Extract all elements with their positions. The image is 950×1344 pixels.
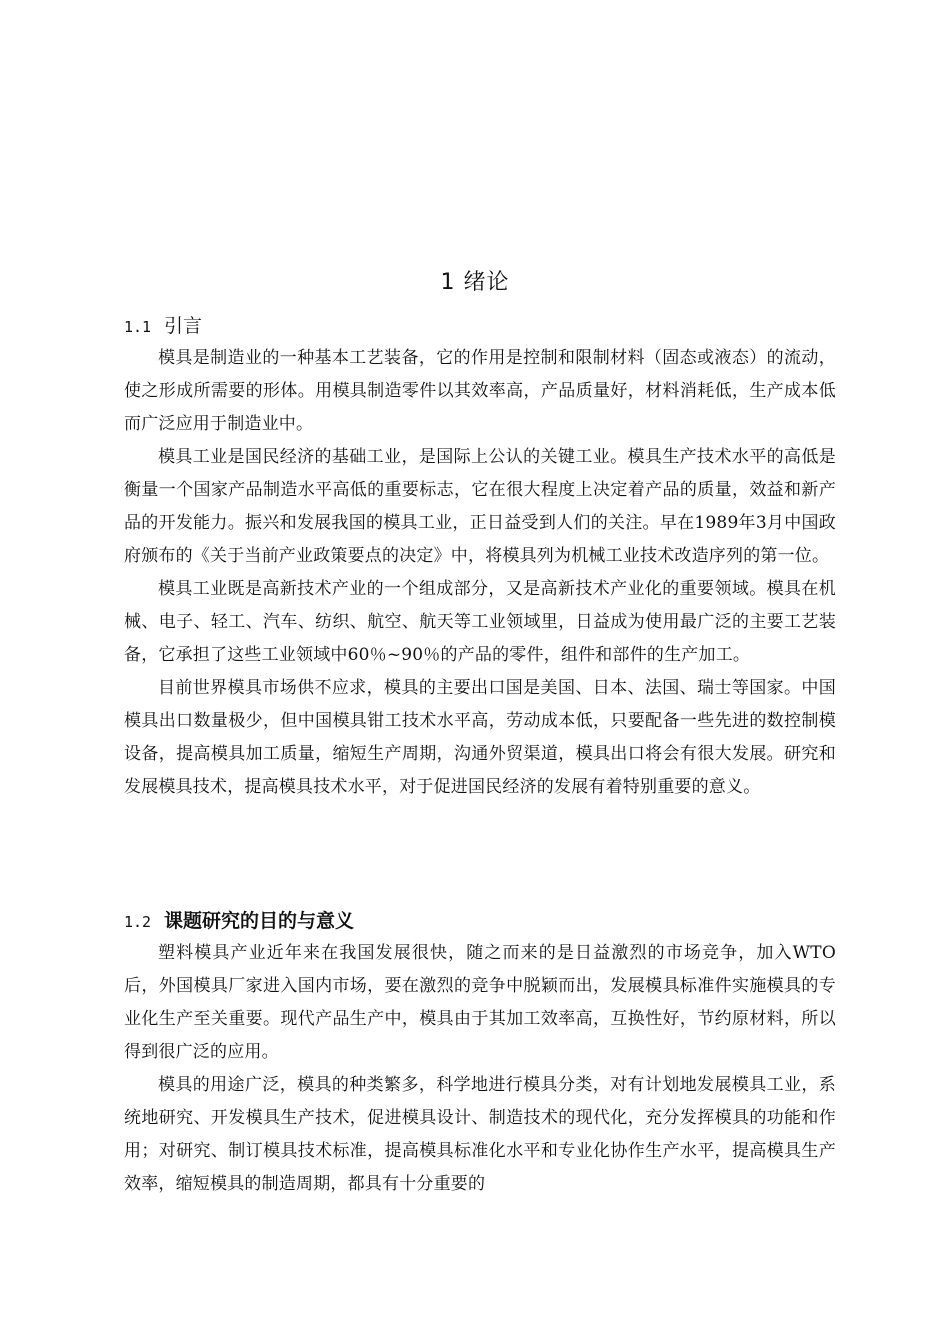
- paragraph: 目前世界模具市场供不应求，模具的主要出口国是美国、日本、法国、瑞士等国家。中国模具出口数量极少，但中国模具钳工技术水平高，劳动成本低，只要配备一些先进的数控制模设备，提高模具加工质量，缩短生产周期，沟通外贸渠道，模具出口将会有很大发展。研究和发展模具技术，提高模具技术水平，对于促进国民经济的发展有着特别重要的意义。: [124, 678, 836, 797]
- chapter-title: 1 绪论: [440, 270, 510, 295]
- section-heading: [124, 906, 836, 937]
- paragraph: 模具工业是国民经济的基础工业，是国际上公认的关键工业。模具生产技术水平的高低是衡量一个国家产品制造水平高低的重要标志，它在很大程度上决定着产品的质量，效益和新产品的开发能力。振兴和发展我国的模具工业，正日益受到人们的关注。早在1989年3月中国政府颁布的《关于当前产业政策要点的决定》中，将模具列为机械工业技术改造序列的第一位。: [124, 447, 836, 566]
- section-number: 1.1: [124, 318, 152, 336]
- section-number: 1.2: [124, 913, 152, 931]
- paragraph: 模具是制造业的一种基本工艺装备，它的作用是控制和限制材料（固态或液态）的流动，使之形成所需要的形体。用模具制造零件以其效率高，产品质量好，材料消耗低，生产成本低而广泛应用于制造业中。: [124, 348, 836, 434]
- paragraph: 模具的用途广泛，模具的种类繁多，科学地进行模具分类，对有计划地发展模具工业，系统地研究、开发模具生产技术，促进模具设计、制造技术的现代化，充分发挥模具的功能和作用；对研究、制订模具技术标准，提高模具标准化水平和专业化协作生产水平，提高模具生产效率，缩短模具的制造周期，都具有十分重要的: [124, 1075, 836, 1194]
- paragraph: 模具工业既是高新技术产业的一个组成部分，又是高新技术产业化的重要领域。模具在机械、电子、轻工、汽车、纺织、航空、航天等工业领域里，日益成为使用最广泛的主要工艺装备，它承担了这些工业领域中60％~90％的产品的零件，组件和部件的生产加工。: [124, 579, 836, 665]
- section-introduction: [124, 311, 836, 804]
- section-purpose-significance: [124, 906, 836, 1201]
- section-title: 引言: [164, 315, 203, 337]
- section-heading: [124, 311, 836, 342]
- section-title: 课题研究的目的与意义: [164, 910, 355, 932]
- paragraph: 塑料模具产业近年来在我国发展很快，随之而来的是日益激烈的市场竞争，加入WTO后，外国模具厂家进入国内市场，要在激烈的竞争中脱颖而出，发展模具标准件实施模具的专业化生产至关重要。现代产品生产中，模具由于其加工效率高，互换性好，节约原材料，所以得到很广泛的应用。: [124, 943, 836, 1062]
